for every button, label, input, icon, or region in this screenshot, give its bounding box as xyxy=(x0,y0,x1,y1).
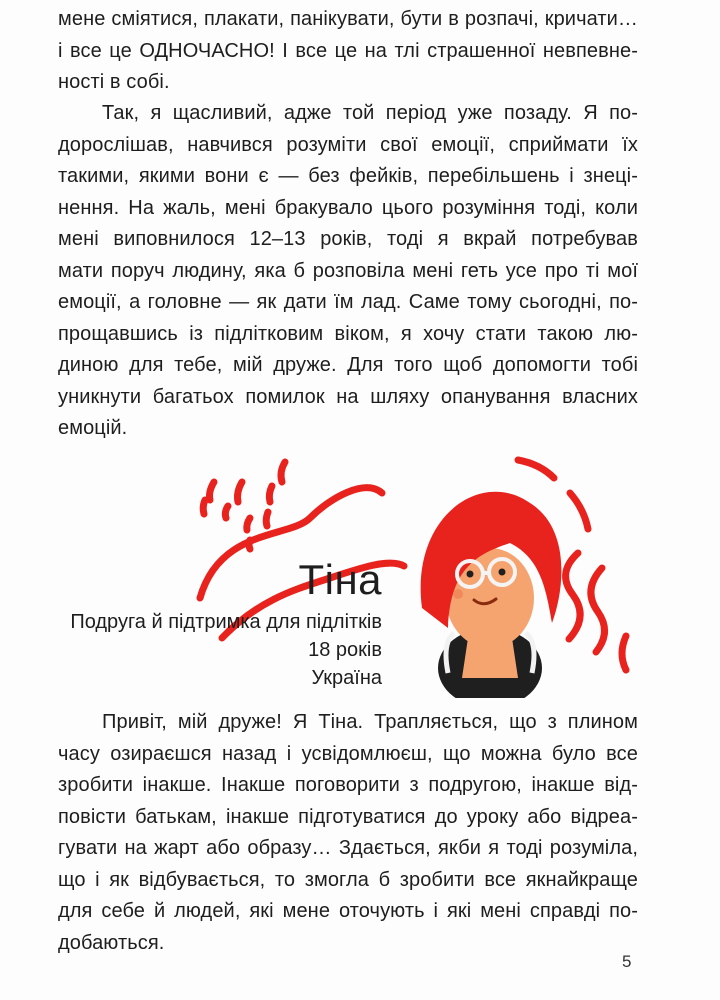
page-number: 5 xyxy=(622,952,632,971)
profile-name: Тіна xyxy=(298,556,382,603)
paragraph-intro-continuation xyxy=(58,4,638,99)
text-line: нення. На жаль, мені бракувало цього розуміння тоді, коли xyxy=(58,196,638,219)
profile-caption xyxy=(70,556,382,692)
profile-age: 18 років xyxy=(308,639,382,661)
text-line: і все це ОДНОЧАСНО! І все це на тлі страшенної невпевне- xyxy=(58,39,638,62)
text-line: мати поруч людину, яка б розповіла мені геть усе про ті мої xyxy=(58,259,638,282)
text-line: повісти батькам, інакше підготуватися до уроку або відреа- xyxy=(58,805,638,828)
text-line: мене сміятися, плакати, панікувати, бути в розпачі, кричати… xyxy=(58,8,638,30)
paragraph-tina-greeting xyxy=(58,707,638,959)
text-line: емоції, а головне — як дати їм лад. Саме тому сьогодні, по- xyxy=(58,291,638,313)
text-line: добаються. xyxy=(58,931,165,954)
text-line: прощавшись із підлітковим віком, я хочу стати такою лю- xyxy=(58,322,638,345)
text-line: емоцій. xyxy=(58,417,128,439)
text-line: гувати на жарт або образу… Здається, якби я тоді розуміла, xyxy=(58,837,638,859)
text-line: для себе й людей, які мене оточують і які мені справді по- xyxy=(58,900,638,922)
text-line: Так, я щасливий, адже той період уже позаду. Я по- xyxy=(102,102,638,124)
text-line: диною для тебе, мій друже. Для того щоб допомогти тобі xyxy=(58,354,638,376)
text-line: зробити інакше. Інакше поговорити з подругою, інакше від- xyxy=(58,774,638,796)
text-line: часу озираєшся назад і усвідомлюєш, що можна було все xyxy=(58,742,638,765)
text-line: Привіт, мій друже! Я Тіна. Трапляється, що з плином xyxy=(102,711,638,733)
text-line: дорослішав, навчився розуміти свої емоції, сприймати їх xyxy=(58,133,638,156)
paragraph-author-reflection xyxy=(58,98,638,445)
text-line: що і як відбувається, то змогла б зробити все якнайкраще xyxy=(58,868,638,891)
tina-avatar-icon xyxy=(421,492,562,698)
profile-role: Подруга й підтримка для підлітків xyxy=(70,611,382,633)
profile-country: Україна xyxy=(311,667,382,689)
text-line: такими, якими вони є — без фейків, перебільшень і знеці- xyxy=(58,165,638,187)
text-line: ності в собі. xyxy=(58,71,170,93)
text-line: мені виповнилося 12–13 років, тоді я вкрай потребував xyxy=(58,228,638,250)
text-line: уникнути багатьох помилок на шляху опанування власних xyxy=(58,385,638,408)
